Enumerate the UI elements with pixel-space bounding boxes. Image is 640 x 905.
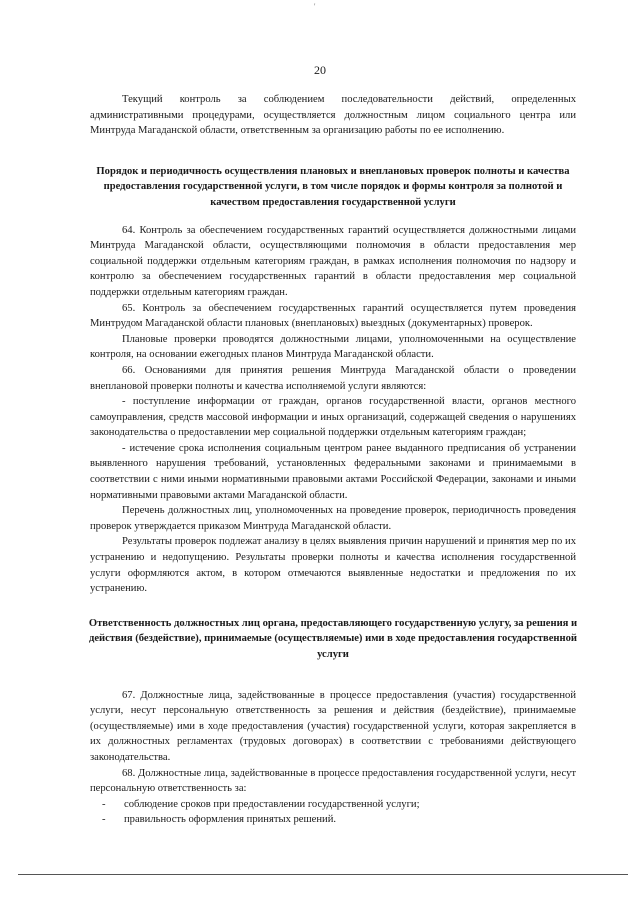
paragraph-66-item-2: - истечение срока исполнения социальным центром ранее выданного предписания об устранении выявленного нарушения требований, установленных федеральными законами и принимаемыми в соответствии с ними иными нормативными правовыми актами Российской Федерации, законами и иными нормативными правовыми актами Магаданской области. [90,442,576,501]
paragraph-68: 68. Должностные лица, задействованные в процессе предоставления государственной услуги, несут персональную ответственность за: [90,767,576,795]
paragraph-65: 65. Контроль за обеспечением государственных гарантий осуществляется путем проведения Минтрудом Магаданской области плановых (внеплановых) выездных (документарных) проверок. [90,302,576,330]
paragraph-67: 67. Должностные лица, задействованные в процессе предоставления (участия) государственной услуги, несут персональную ответственность за решения и действия (бездействие), принимаемые (осуществляемые) ими в ходе предоставления (участия) государственной услуги, которая закрепляется в их должностных регламентах (трудовых договорах) в соответствии с требованиями действующего законодательства. [90,689,576,763]
section-heading-responsibility: Ответственность должностных лиц органа, предоставляющего государственную услугу, за решения и действия (бездействие), принимаемые (осуществляемые) ими в ходе предоставления государственной услуги [88,617,578,660]
list-item-text: правильность оформления принятых решений. [124,814,337,826]
bottom-divider [18,874,628,875]
paragraph-66-results: Результаты проверок подлежат анализу в целях выявления причин нарушений и принятия мер по их устранению и недопущению. Результаты проверки полноты и качества исполнения государственной услуги оформляются актом, в котором отмечаются выявленные недостатки и предложения по их устранению. [90,536,576,595]
paragraph-66-officials-list: Перечень должностных лиц, уполномоченных на проведение проверок, периодичность проведения проверок утверждается приказом Минтруда Магаданской области. [90,505,576,532]
paragraph-66: 66. Основаниями для принятия решения Минтруда Магаданской области о проведении внеплановой проверки полноты и качества исполняемой услуги являются: [90,364,576,392]
paragraph-66-item-1: - поступление информации от граждан, органов государственной власти, органов местного самоуправления, средств массовой информации и иных организаций, содержащей сведения о нарушениях законодательства о предоставлении мер социальной поддержки отдельным категориям граждан; [90,396,576,439]
page-number: 20 [314,63,326,77]
page-body [90,92,576,828]
paragraph-65-planned: Плановые проверки проводятся должностными лицами, уполномоченными на осуществление контроля, на основании ежегодных планов Минтруда Магаданской области. [90,333,576,361]
list-item: - правильность оформления принятых решений. [102,814,337,826]
scan-mark: ' [314,2,316,11]
paragraph-intro: Текущий контроль за соблюдением последовательности действий, определенных административными процедурами, осуществляется должностным лицом социального центра или Минтруда Магаданской области, ответственным за организацию работы по ее исполнению. [90,94,576,137]
list-item: - соблюдение сроков при предоставлении государственной услуги; [102,798,420,810]
paragraph-64: 64. Контроль за обеспечением государственных гарантий осуществляется должностными лицами Минтруда Магаданской области, осуществляющими полномочия в области предоставления мер социальной поддержки отдельным категориям граждан, в рамках исполнения полномочия по надзору и контролю за обеспечением государственных гарантий в области предоставления мер социальной поддержки отдельным категориям граждан. [90,224,576,298]
section-heading-inspections: Порядок и периодичность осуществления плановых и внеплановых проверок полноты и качества предоставления государственной услуги, в том числе порядок и формы контроля за полнотой и качеством предоставления государственной услуги [96,165,570,208]
list-item-text: соблюдение сроков при предоставлении государственной услуги; [124,798,420,810]
